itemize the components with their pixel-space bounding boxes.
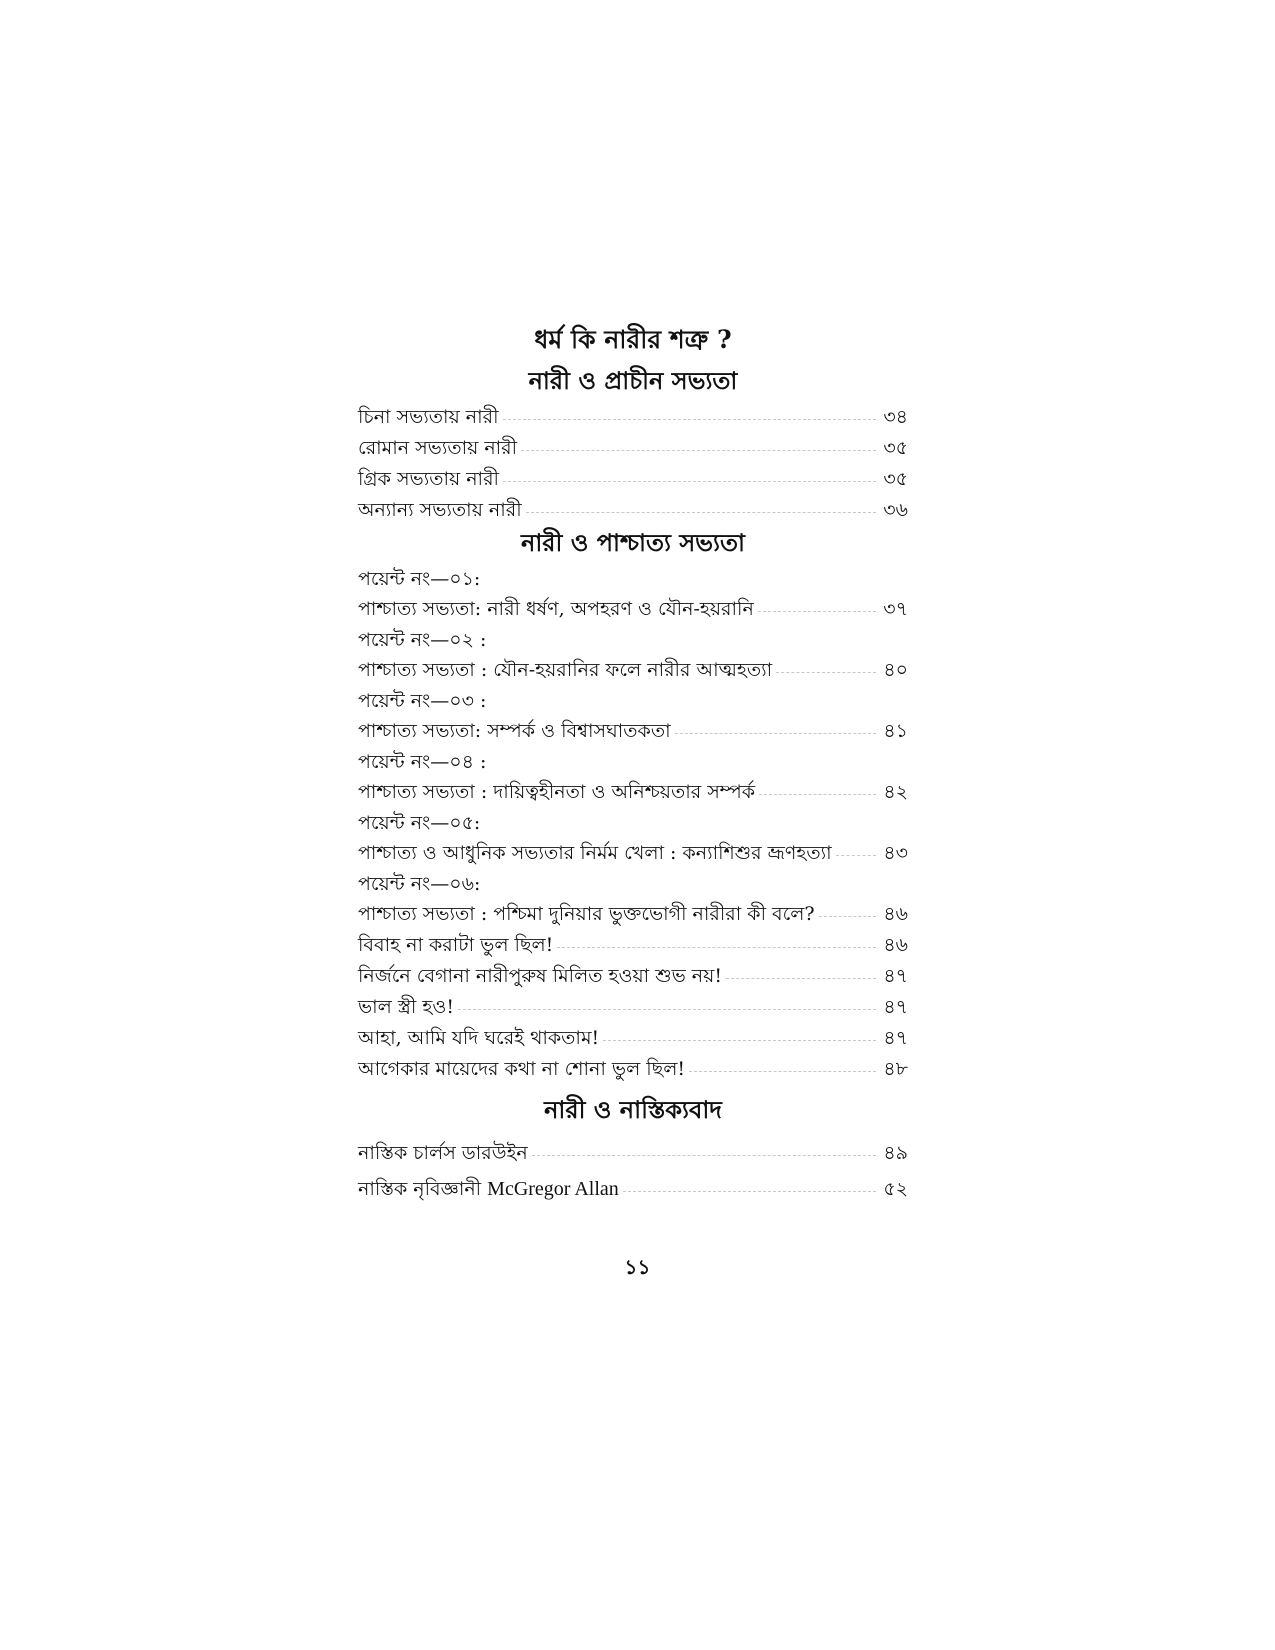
toc-entry-title: অন্যান্য সভ্যতায় নারী xyxy=(358,499,522,521)
toc-entry-page: ৪৭ xyxy=(883,996,908,1018)
toc-entry-page: ৪৬ xyxy=(883,934,908,956)
toc-entry-page: ৪২ xyxy=(883,781,908,803)
book-title: ধর্ম কি নারীর শত্রু ? xyxy=(534,325,732,354)
toc-entry-title: ভাল স্ত্রী হও! xyxy=(358,996,455,1018)
toc-entry-page: ৩৭ xyxy=(883,598,908,620)
toc-entry-title: বিবাহ না করাটা ভুল ছিল! xyxy=(358,934,554,956)
dot-leader xyxy=(532,1155,876,1156)
point-label-text: পয়েন্ট নং—০৬: xyxy=(358,873,481,895)
toc-entry-title: পাশ্চাত্য ও আধুনিক সভ্যতার নির্মম খেলা : কন্যাশিশুর ভ্রূণহত্যা xyxy=(358,842,832,864)
toc-entry-page: ৪০ xyxy=(883,659,908,681)
point-label xyxy=(358,625,908,655)
toc-entry-page: ৪৩ xyxy=(883,842,908,864)
dot-leader xyxy=(503,481,876,482)
toc-entry xyxy=(358,433,908,464)
point-label xyxy=(358,869,908,899)
toc-entry xyxy=(358,838,908,869)
point-label-text: পয়েন্ট নং—০৫: xyxy=(358,812,481,834)
dot-leader xyxy=(521,450,876,451)
dot-leader xyxy=(689,1071,876,1072)
toc-entry-page: ৪৭ xyxy=(883,965,908,987)
toc-entry xyxy=(358,899,908,930)
point-label-text: পয়েন্ট নং—০৩ : xyxy=(358,690,487,712)
toc-entry-title: পাশ্চাত্য সভ্যতা : পশ্চিমা দুনিয়ার ভুক্তভোগী নারীরা কী বলে? xyxy=(358,903,815,925)
toc-entry xyxy=(358,594,908,625)
toc-entry xyxy=(358,655,908,686)
toc-entry-title: রোমান সভ্যতায় নারী xyxy=(358,437,518,459)
toc-entry xyxy=(358,1171,908,1207)
toc-entry xyxy=(358,992,908,1023)
toc-entry xyxy=(358,930,908,961)
toc-entry xyxy=(358,464,908,495)
point-label xyxy=(358,564,908,594)
point-label-text: পয়েন্ট নং—০১: xyxy=(358,568,481,590)
toc-entry-page: ৫২ xyxy=(883,1178,908,1200)
toc-entry-title: নির্জনে বেগানা নারীপুরুষ মিলিত হওয়া শুভ নয়! xyxy=(358,965,722,987)
toc-entry xyxy=(358,1135,908,1171)
toc-entry-page: ৪৯ xyxy=(883,1142,908,1164)
toc-entry-page: ৪১ xyxy=(883,720,908,742)
toc-entry-title: পাশ্চাত্য সভ্যতা : যৌন-হয়রানির ফলে নারীর আত্মহত্যা xyxy=(358,659,773,681)
toc-entry-title xyxy=(358,1171,619,1207)
toc-entry xyxy=(358,716,908,747)
point-label xyxy=(358,808,908,838)
dot-leader xyxy=(726,978,876,979)
dot-leader xyxy=(675,733,876,734)
dot-leader xyxy=(503,419,876,420)
toc-entry-title: গ্রিক সভ্যতায় নারী xyxy=(358,468,499,490)
point-label xyxy=(358,686,908,716)
dot-leader xyxy=(557,947,876,948)
page-number: ১১ xyxy=(624,1255,651,1279)
dot-leader xyxy=(758,611,876,612)
dot-leader xyxy=(759,794,876,795)
dot-leader xyxy=(623,1191,876,1192)
toc-list-ancient xyxy=(358,402,908,526)
dot-leader xyxy=(776,672,876,673)
dot-leader xyxy=(836,855,876,856)
toc-entry-page: ৪৭ xyxy=(883,1027,908,1049)
section-heading-western: নারী ও পাশ্চাত্য সভ্যতা xyxy=(521,528,745,557)
toc-entry xyxy=(358,402,908,433)
toc-entry-title: পাশ্চাত্য সভ্যতা : দায়িত্বহীনতা ও অনিশ্চয়তার সম্পর্ক xyxy=(358,781,756,803)
toc-entry xyxy=(358,495,908,526)
toc-list-western xyxy=(358,564,908,1085)
toc-entry-title: আগেকার মায়েদের কথা না শোনা ভুল ছিল! xyxy=(358,1058,686,1080)
dot-leader xyxy=(819,916,876,917)
toc-entry-page: ৩৬ xyxy=(883,499,908,521)
toc-entry-title: পাশ্চাত্য সভ্যতা: সম্পর্ক ও বিশ্বাসঘাতকতা xyxy=(358,720,671,742)
toc-entry-page: ৪৬ xyxy=(883,903,908,925)
dot-leader xyxy=(526,512,876,513)
toc-entry-title: চিনা সভ্যতায় নারী xyxy=(358,406,499,428)
toc-entry xyxy=(358,1054,908,1085)
dot-leader xyxy=(603,1040,876,1041)
toc-entry-title: পাশ্চাত্য সভ্যতা: নারী ধর্ষণ, অপহরণ ও যৌন-হয়রানি xyxy=(358,598,754,620)
point-label-text: পয়েন্ট নং—০৪ : xyxy=(358,751,487,773)
toc-entry-title: আহা, আমি যদি ঘরেই থাকতাম! xyxy=(358,1027,600,1049)
toc-entry-title-bengali: নাস্তিক নৃবিজ্ঞানী xyxy=(358,1178,488,1200)
toc-entry-title: নাস্তিক চার্লস ডারউইন xyxy=(358,1142,528,1164)
table-of-contents xyxy=(358,320,908,1207)
toc-entry-title-latin: McGregor Allan xyxy=(487,1178,619,1200)
point-label-text: পয়েন্ট নং—০২ : xyxy=(358,629,487,651)
toc-entry-page: ৩৪ xyxy=(883,406,908,428)
toc-entry-page: ৩৫ xyxy=(883,468,908,490)
point-label xyxy=(358,747,908,777)
toc-entry-page: ৩৫ xyxy=(883,437,908,459)
toc-list-atheism xyxy=(358,1135,908,1207)
section-heading-ancient: নারী ও প্রাচীন সভ্যতা xyxy=(528,366,738,395)
section-heading-atheism: নারী ও নাস্তিক্যবাদ xyxy=(544,1095,722,1124)
dot-leader xyxy=(458,1009,876,1010)
toc-entry xyxy=(358,961,908,992)
toc-entry-page: ৪৮ xyxy=(883,1058,908,1080)
toc-entry xyxy=(358,777,908,808)
toc-entry xyxy=(358,1023,908,1054)
